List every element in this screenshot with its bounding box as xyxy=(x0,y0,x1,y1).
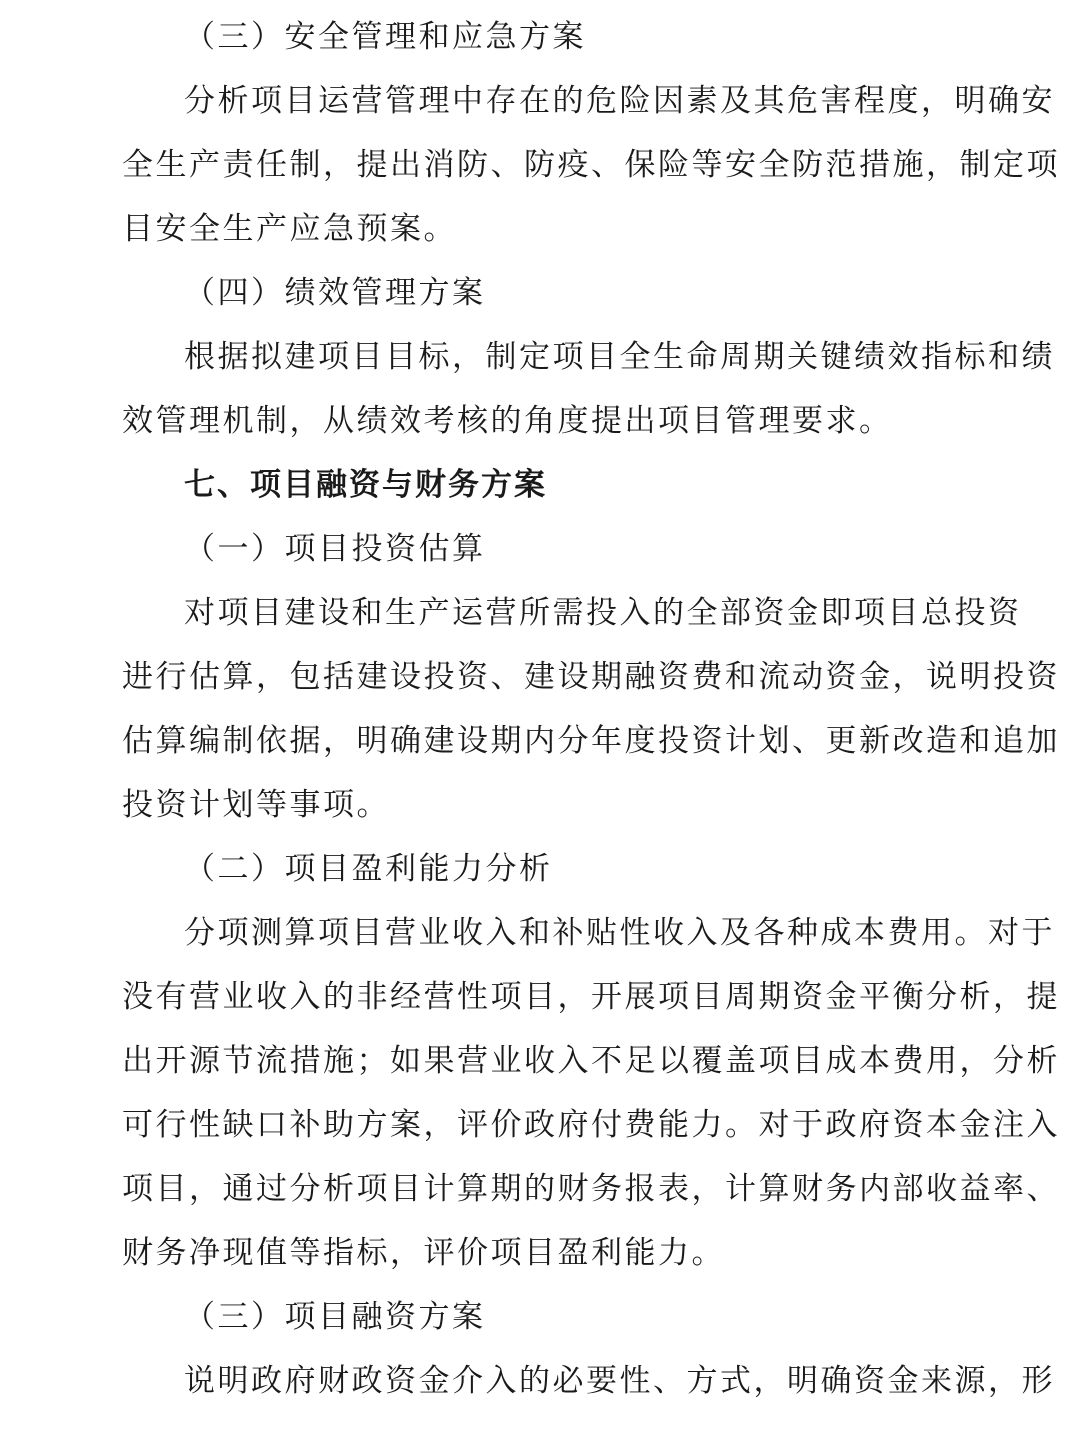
paragraph-line: 根据拟建项目目标，制定项目全生命周期关键绩效指标和绩 xyxy=(184,339,1055,375)
paragraph-line: 进行估算，包括建设投资、建设期融资费和流动资金，说明投资 xyxy=(122,659,1060,695)
paragraph-line: 估算编制依据，明确建设期内分年度投资计划、更新改造和追加 xyxy=(122,723,1060,759)
paragraph-line: 项目，通过分析项目计算期的财务报表，计算财务内部收益率、 xyxy=(122,1171,1060,1207)
section-heading-safety: （三）安全管理和应急方案 xyxy=(184,19,586,55)
paragraph-line: 出开源节流措施；如果营业收入不足以覆盖项目成本费用，分析 xyxy=(122,1043,1060,1079)
paragraph-line: 分析项目运营管理中存在的危险因素及其危害程度，明确安 xyxy=(184,83,1055,119)
section-heading-performance: （四）绩效管理方案 xyxy=(184,275,486,311)
paragraph-line: 没有营业收入的非经营性项目，开展项目周期资金平衡分析，提 xyxy=(122,979,1060,1015)
paragraph-line: 说明政府财政资金介入的必要性、方式，明确资金来源，形 xyxy=(184,1363,1055,1399)
paragraph-line: 对项目建设和生产运营所需投入的全部资金即项目总投资 xyxy=(184,595,1022,631)
paragraph-line: 可行性缺口补助方案，评价政府付费能力。对于政府资本金注入 xyxy=(122,1107,1060,1143)
paragraph-line: 效管理机制，从绩效考核的角度提出项目管理要求。 xyxy=(122,403,893,439)
paragraph-line: 财务净现值等指标，评价项目盈利能力。 xyxy=(122,1235,725,1271)
section-heading-financing-plan: （三）项目融资方案 xyxy=(184,1299,486,1335)
paragraph-line: 目安全生产应急预案。 xyxy=(122,211,457,247)
paragraph-line: 分项测算项目营业收入和补贴性收入及各种成本费用。对于 xyxy=(184,915,1055,951)
chapter-heading-financing: 七、项目融资与财务方案 xyxy=(184,467,547,503)
section-heading-investment-estimate: （一）项目投资估算 xyxy=(184,531,486,567)
document-body xyxy=(122,5,1060,1413)
section-heading-profitability: （二）项目盈利能力分析 xyxy=(184,851,553,887)
paragraph-line: 投资计划等事项。 xyxy=(122,787,390,823)
paragraph-line: 全生产责任制，提出消防、防疫、保险等安全防范措施，制定项 xyxy=(122,147,1060,183)
